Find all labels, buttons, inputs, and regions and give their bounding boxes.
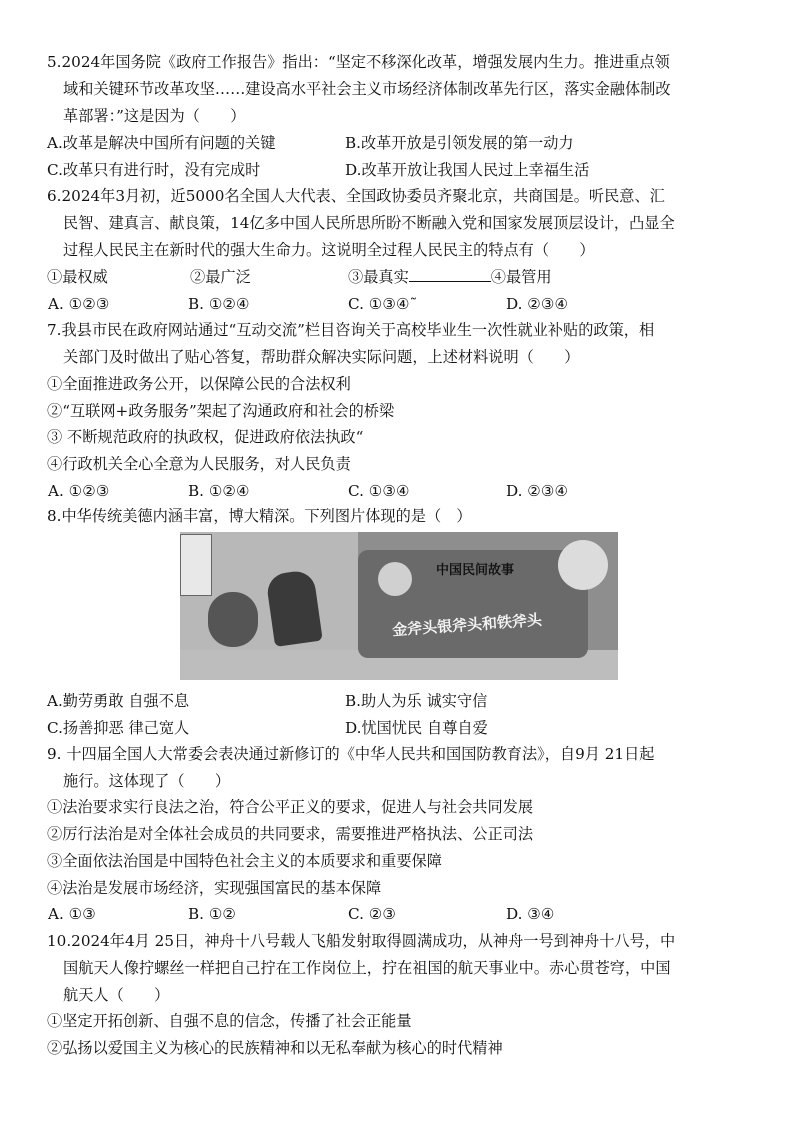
q6-option-c[interactable]: C. ①③④˜ bbox=[348, 295, 418, 313]
q5-option-row1 bbox=[47, 133, 275, 153]
photo-poster bbox=[180, 534, 212, 596]
q5-option-b[interactable]: B.改革开放是引领发展的第一动力 bbox=[345, 134, 574, 152]
q7-statement-1: ①全面推进政务公开，以保障公民的合法权利 bbox=[47, 375, 351, 393]
photo-light-1 bbox=[378, 562, 412, 596]
q9-statement-4: ④法治是发展市场经济，实现强国富民的基本保障 bbox=[47, 879, 382, 897]
q8-option-d[interactable]: D.忧国忧民 自尊自爱 bbox=[345, 719, 488, 737]
q6-statement-3-row bbox=[348, 267, 552, 287]
q6-stem-line2: 民智、建真言、献良策，14亿多中国人民所思所盼不断融入党和国家发展顶层设计，凸显全 bbox=[63, 214, 675, 232]
q6-stem-line1: 6.2024年3月初，近5000名全国人大代表、全国政协委员齐聚北京，共商国是。听民意、汇 bbox=[47, 187, 665, 205]
q10-stem-line2: 国航天人像拧螺丝一样把自己拧在工作岗位上，拧在祖国的航天事业中。赤心贯苍穹，中国 bbox=[63, 959, 671, 977]
q5-stem-line2: 域和关键环节改革攻坚……建设高水平社会主义市场经济体制改革先行区，落实金融体制改 bbox=[63, 80, 671, 98]
q8-option-c[interactable]: C.扬善抑恶 律己宽人 bbox=[47, 719, 190, 737]
q7-statement-4: ④行政机关全心全意为人民服务，对人民负责 bbox=[47, 455, 351, 473]
q6-statement-2: ②最广泛 bbox=[190, 268, 251, 286]
q6-option-b[interactable]: B. ①②④ bbox=[188, 295, 250, 313]
q5-option-c[interactable]: C.改革只有进行时，没有完成时 bbox=[47, 161, 261, 179]
q6-statement-4: ④最管用 bbox=[490, 268, 552, 286]
q6-blank-line bbox=[409, 267, 491, 282]
photo-caption-top: 中国民间故事 bbox=[436, 563, 515, 578]
photo-caption-main: 金斧头银斧头和铁斧头 bbox=[391, 610, 543, 640]
q9-stem-line2: 施行。这体现了（ ） bbox=[63, 772, 231, 790]
q10-stem-line3: 航天人（ ） bbox=[63, 986, 170, 1004]
q7-stem-line1: 7.我县市民在政府网站通过“互动交流”栏目咨询关于高校毕业生一次性就业补贴的政策，相 bbox=[47, 321, 655, 339]
q5-stem-line3: 革部署：”这是因为（ ） bbox=[63, 107, 246, 125]
q7-option-c[interactable]: C. ①③④ bbox=[348, 482, 410, 500]
q9-option-a[interactable]: A. ①③ bbox=[48, 905, 96, 923]
q9-statement-3: ③全面依法治国是中国特色社会主义的本质要求和重要保障 bbox=[47, 852, 442, 870]
q8-stem-line1: 8.中华传统美德内涵丰富，博大精深。下列图片体现的是（ ） bbox=[47, 507, 472, 525]
q6-statement-1: ①最权威 bbox=[47, 268, 108, 286]
q5-stem-line1: 5.2024年国务院《政府工作报告》指出：“坚定不移深化改革，增强发展内生力。推进重点领 bbox=[47, 53, 670, 71]
q5-option-a[interactable]: A.改革是解决中国所有问题的关键 bbox=[47, 134, 276, 152]
q9-statement-2: ②厉行法治是对全体社会成员的共同要求，需要推进严格执法、公正司法 bbox=[47, 825, 533, 843]
q7-stem-line2: 关部门及时做出了贴心答复，帮助群众解决实际问题，上述材料说明（ ） bbox=[63, 348, 580, 366]
q7-statement-2: ②“互联网+政务服务”架起了沟通政府和社会的桥梁 bbox=[47, 402, 395, 420]
q9-statement-1: ①法治要求实行良法之治，符合公平正义的要求，促进人与社会共同发展 bbox=[47, 798, 533, 816]
q9-stem-line1: 9. 十四届全国人大常委会表决通过新修订的《中华人民共和国国防教育法》，自9月 21日起 bbox=[47, 745, 655, 763]
photo-figure-1 bbox=[208, 592, 258, 647]
q10-statement-2: ②弘扬以爱国主义为核心的民族精神和以无私奉献为核心的时代精神 bbox=[47, 1039, 503, 1057]
q7-statement-3: ③ 不断规范政府的执政权，促进政府依法执政“ bbox=[47, 428, 364, 446]
q7-option-b[interactable]: B. ①②④ bbox=[188, 482, 250, 500]
q8-option-b[interactable]: B.助人为乐 诚实守信 bbox=[345, 692, 488, 710]
q9-option-d[interactable]: D. ③④ bbox=[506, 905, 555, 923]
q10-statement-1: ①坚定开拓创新、自强不息的信念，传播了社会正能量 bbox=[47, 1012, 412, 1030]
q6-option-d[interactable]: D. ②③④ bbox=[506, 295, 569, 313]
q6-statement-3: ③最真实 bbox=[348, 268, 409, 286]
q7-option-d[interactable]: D. ②③④ bbox=[506, 482, 569, 500]
q5-option-d[interactable]: D.改革开放让我国人民过上幸福生活 bbox=[345, 161, 590, 179]
q6-option-a[interactable]: A. ①②③ bbox=[48, 295, 110, 313]
photo-light-2 bbox=[558, 540, 608, 590]
q9-option-b[interactable]: B. ①② bbox=[188, 905, 237, 923]
q9-option-c[interactable]: C. ②③ bbox=[348, 905, 396, 923]
q7-option-a[interactable]: A. ①②③ bbox=[48, 482, 110, 500]
q6-stem-line3: 过程人民民主在新时代的强大生命力。这说明全过程人民民主的特点有（ ） bbox=[63, 241, 595, 259]
q8-photo bbox=[180, 532, 618, 680]
q10-stem-line1: 10.2024年4月 25日，神舟十八号载人飞船发射取得圆满成功，从神舟一号到神舟十八号，中 bbox=[47, 932, 676, 950]
q8-option-a[interactable]: A.勤劳勇敢 自强不息 bbox=[47, 692, 190, 710]
